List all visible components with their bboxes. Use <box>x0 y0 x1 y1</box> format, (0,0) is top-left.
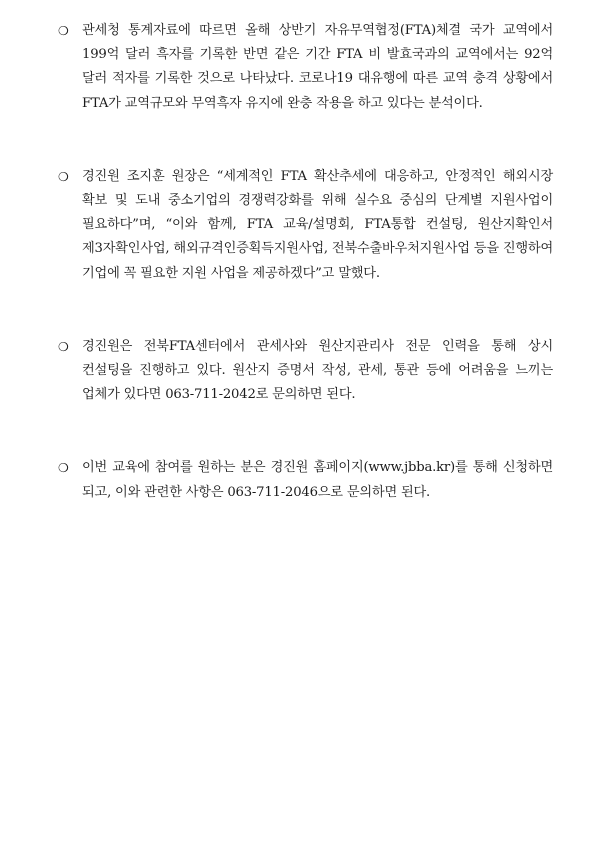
paragraph-registration-info <box>58 456 553 504</box>
paragraph-list <box>58 19 553 505</box>
paragraph-text: 경진원은 전북FTA센터에서 관세사와 원산지관리사 전문 인력을 통해 상시 컨설팅을 진행하고 있다. 원산지 증명서 작성, 관세, 통관 등에 어려움을 느끼는 업체가 있다면 063-711-2042로 문의하면 된다. <box>82 338 553 403</box>
paragraph-text: 이번 교육에 참여를 원하는 분은 경진원 홈페이지(www.jbba.kr)를 통해 신청하면 되고, 이와 관련한 사항은 063-711-2046으로 문의하면 된다. <box>82 460 553 500</box>
paragraph-consulting-info <box>58 335 553 408</box>
bullet-circle-icon: ❍ <box>58 339 69 354</box>
paragraph-text: 관세청 통계자료에 따르면 올해 상반기 자유무역협정(FTA)체결 국가 교역에서 199억 달러 흑자를 기록한 반면 같은 기간 FTA 비 발효국과의 교역에서는 92억 달러 적자를 기록한 것으로 나타났다. 코로나19 대유행에 따른 교역 충격 상황에서 FTA가 교역규모와 무역흑자 유지에 완충 작용을 하고 있다는 분석이다. <box>82 23 553 111</box>
paragraph-customs-statistics <box>58 19 553 116</box>
bullet-circle-icon: ❍ <box>58 461 69 476</box>
paragraph-text: 경진원 조지훈 원장은 “세계적인 FTA 확산추세에 대응하고, 안정적인 해외시장 확보 및 도내 중소기업의 경쟁력강화를 위해 실수요 중심의 단계별 지원사업이 필요하다”며, “이와 함께, FTA 교육/설명회, FTA통합 컨설팅, 원산지확인서 제3자확인사업, 해외규격인증획득지원사업, 전북수출바우처지원사업 등을 진행하여 기업에 꼭 필요한 지원 사업을 제공하겠다”고 말했다. <box>82 168 554 281</box>
bullet-circle-icon: ❍ <box>58 24 69 38</box>
paragraph-director-quote <box>58 165 553 286</box>
bullet-circle-icon: ❍ <box>58 169 69 184</box>
